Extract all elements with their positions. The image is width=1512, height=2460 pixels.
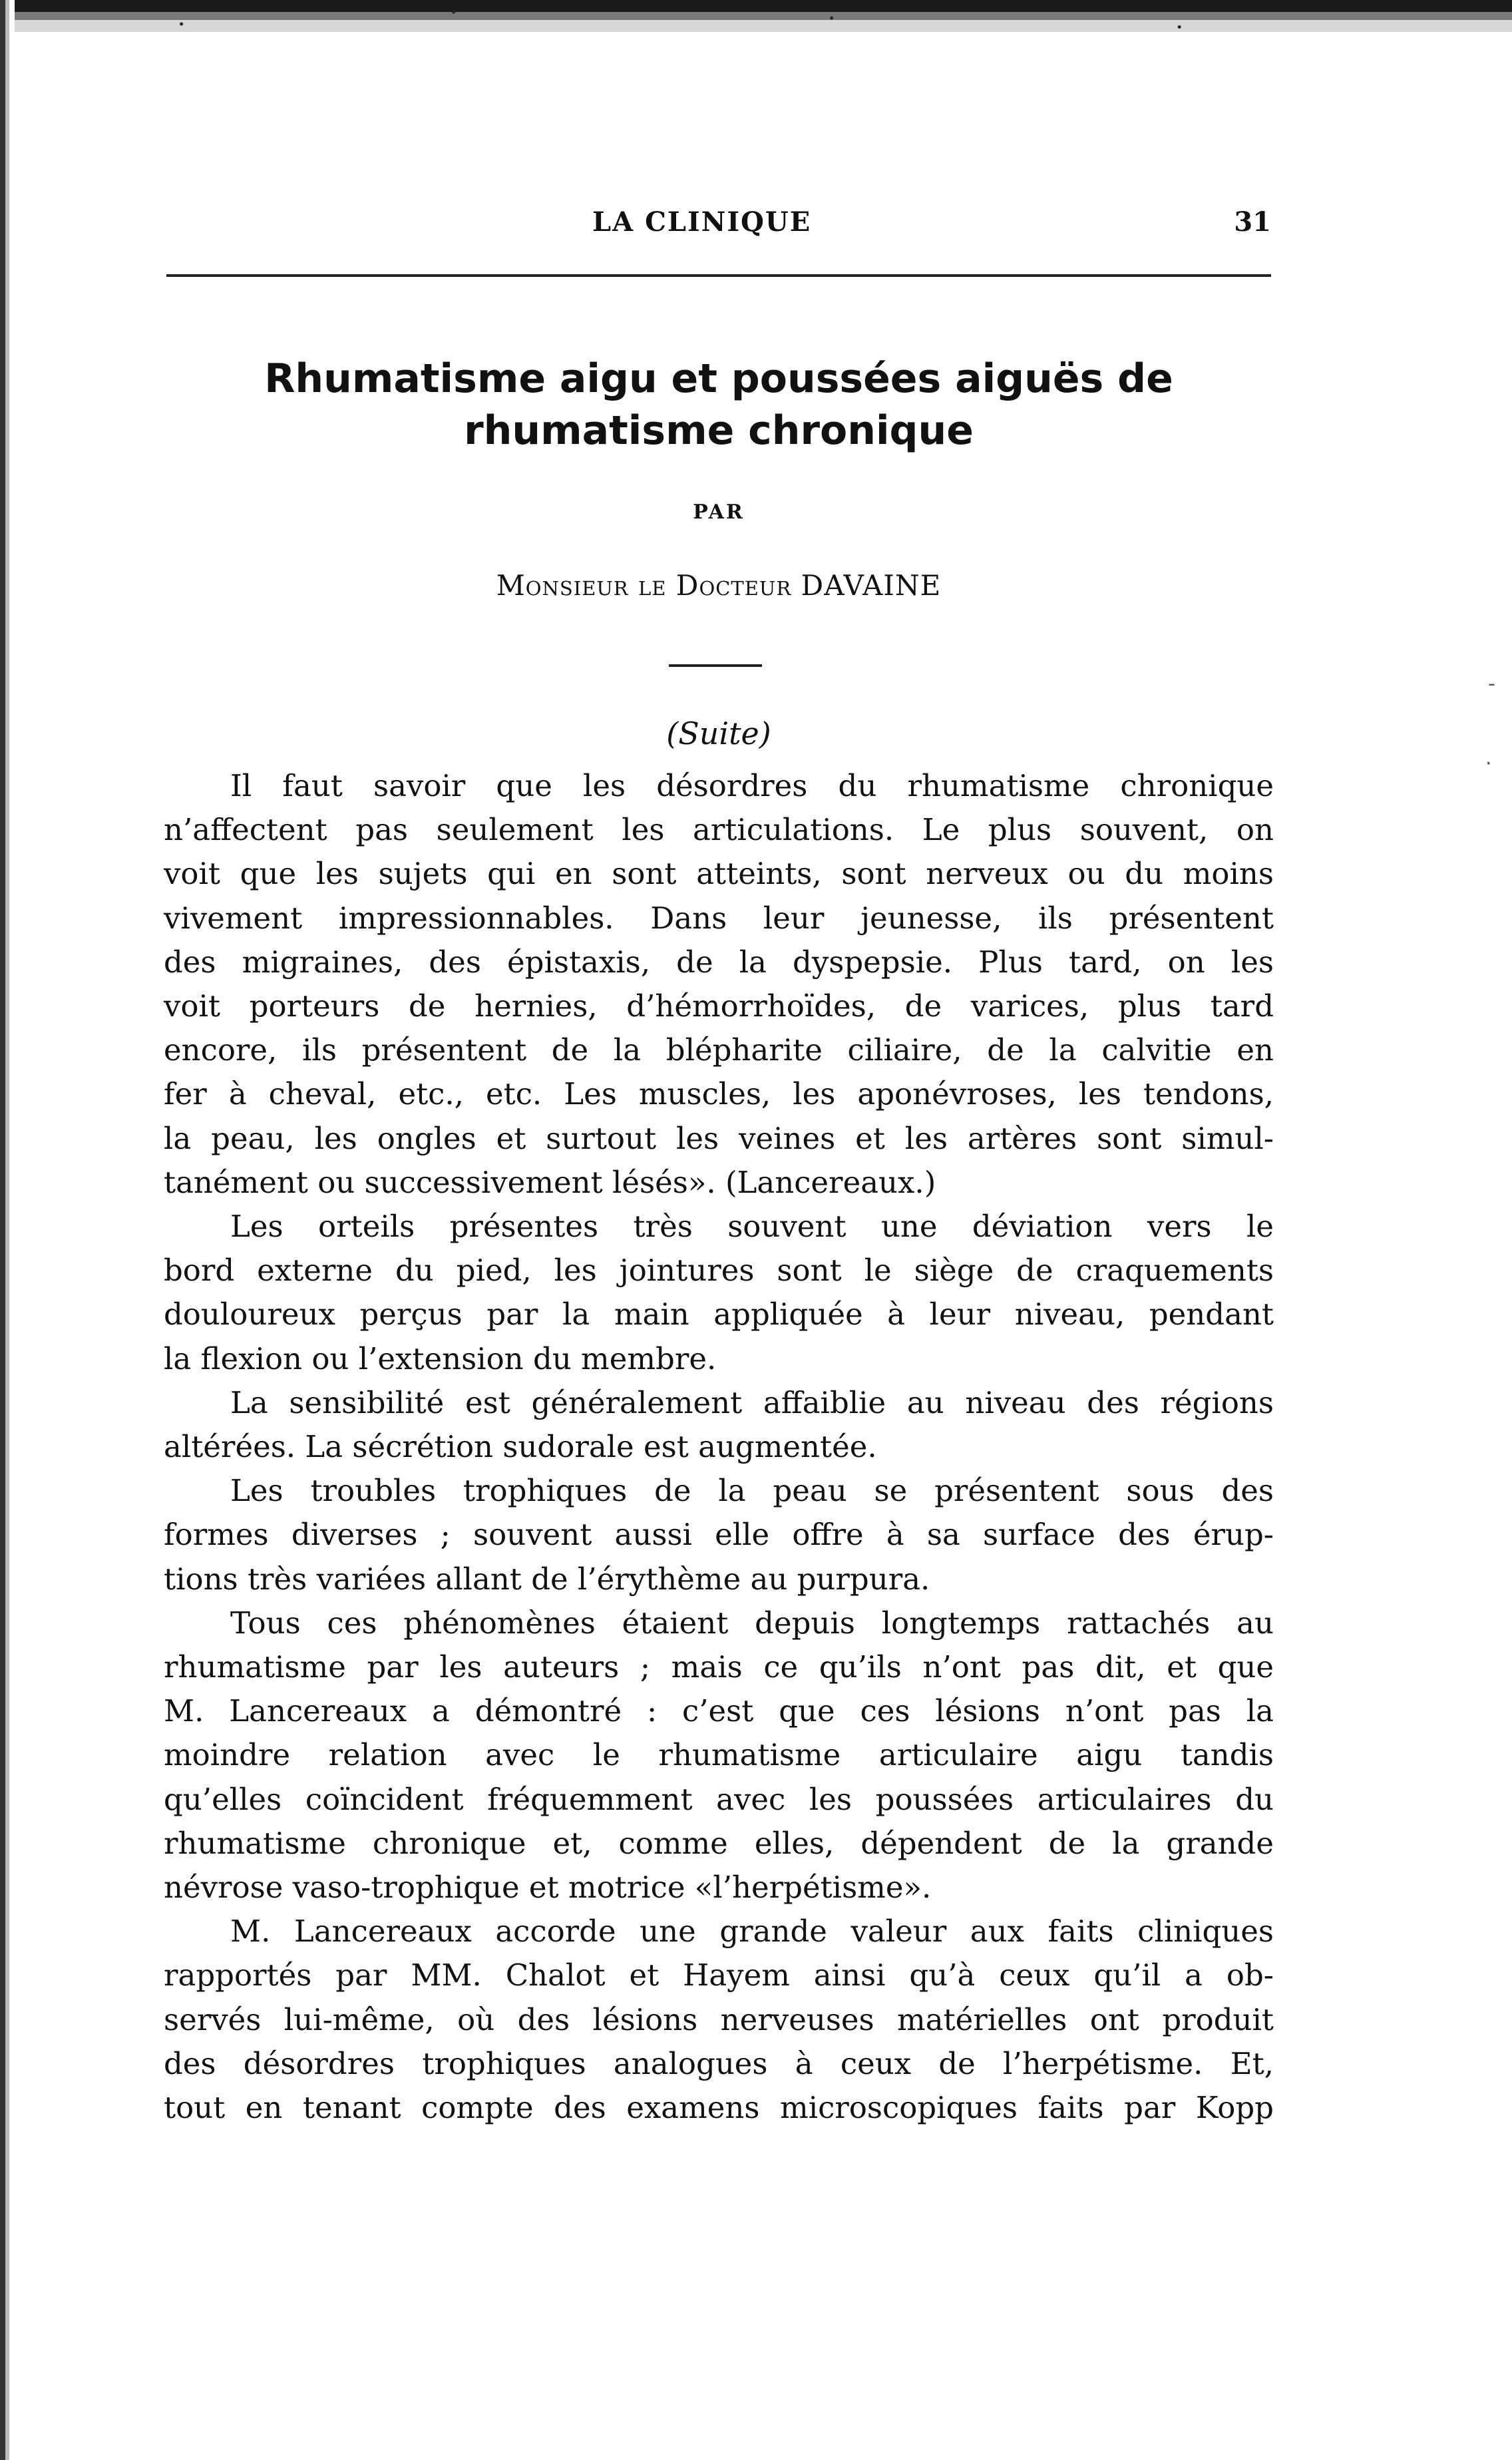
header-rule [166,274,1271,277]
body-line: vivement impressionnables. Dans leur jeunesse, ils présentent [164,900,1274,936]
body-line: tout en tenant compte des examens microscopiques faits par Kopp [164,2090,1274,2126]
body-line: fer à cheval, etc., etc. Les muscles, les aponévroses, les tendons, [164,1076,1274,1112]
body-line: encore, ils présentent de la blépharite ciliaire, de la calvitie en [164,1032,1274,1068]
body-line: voit porteurs de hernies, d’hémorrhoïdes, de varices, plus tard [164,988,1274,1024]
page-number: 31 [1234,206,1271,238]
body-line: Il faut savoir que les désordres du rhumatisme chronique [230,768,1274,803]
article-title [166,353,1271,457]
body-line: la flexion ou l’extension du membre. [164,1340,717,1376]
author-line: Monsieur le Docteur DAVAINE [496,569,942,602]
article-title-line-2: rhumatisme chronique [464,407,974,454]
body-line: altérées. La sécrétion sudorale est augmentée. [164,1429,877,1465]
body-line: La sensibilité est généralement affaiblie au niveau des régions [230,1384,1274,1420]
title-separator-rule [669,664,762,667]
body-line: voit que les sujets qui en sont atteints, sont nerveux ou du moins [164,856,1274,892]
scan-border-top [0,0,1512,60]
body-line: M. Lancereaux accorde une grande valeur aux faits cliniques [230,1914,1274,1949]
body-line: des migraines, des épistaxis, de la dyspepsie. Plus tard, on les [164,944,1274,980]
body-line: rhumatisme chronique et, comme elles, dépendent de la grande [164,1825,1274,1861]
scan-border-left [0,0,15,2460]
running-head [166,200,1271,253]
body-line: tanément ou successivement lésés». (Lancereaux.) [164,1164,936,1200]
margin-mark: · [1485,752,1492,775]
body-line: rapportés par MM. Chalot et Hayem ainsi qu’à ceux qu’il a ob- [164,1957,1274,1993]
article-body [164,764,1274,2130]
body-line: névrose vaso-trophique et motrice «l’herpétisme». [164,1870,932,1906]
body-line: douloureux perçus par la main appliquée à leur niveau, pendant [164,1297,1274,1332]
body-line: servés lui-même, où des lésions nerveuses matérielles ont produit [164,2001,1274,2037]
body-line: qu’elles coïncident fréquemment avec les poussées articulaires du [164,1781,1274,1817]
body-line: Les troubles trophiques de la peau se présentent sous des [230,1473,1274,1509]
body-line: Tous ces phénomènes étaient depuis longtemps rattachés au [230,1605,1274,1641]
by-label: PAR [693,501,745,524]
body-line: n’affectent pas seulement les articulations. Le plus souvent, on [164,812,1274,848]
body-line: des désordres trophiques analogues à ceux de l’herpétisme. Et, [164,2045,1274,2081]
margin-mark: - [1488,672,1495,696]
body-line: Les orteils présentes très souvent une déviation vers le [230,1209,1274,1245]
body-line: formes diverses ; souvent aussi elle offre à sa surface des érup- [164,1517,1274,1553]
body-line: M. Lancereaux a démontré : c’est que ces lésions n’ont pas la [164,1693,1274,1729]
body-line: rhumatisme par les auteurs ; mais ce qu’ils n’ont pas dit, et que [164,1649,1274,1685]
body-line: moindre relation avec le rhumatisme articulaire aigu tandis [164,1737,1274,1773]
body-line: la peau, les ongles et surtout les veines et les artères sont simul- [164,1120,1274,1156]
body-line: bord externe du pied, les jointures sont le siège de craquements [164,1253,1274,1289]
article-title-line-1: Rhumatisme aigu et poussées aiguës de [264,355,1173,402]
running-title: LA CLINIQUE [592,206,812,238]
continuation-label: (Suite) [666,716,771,751]
body-line: tions très variées allant de l’érythème au purpura. [164,1561,930,1597]
